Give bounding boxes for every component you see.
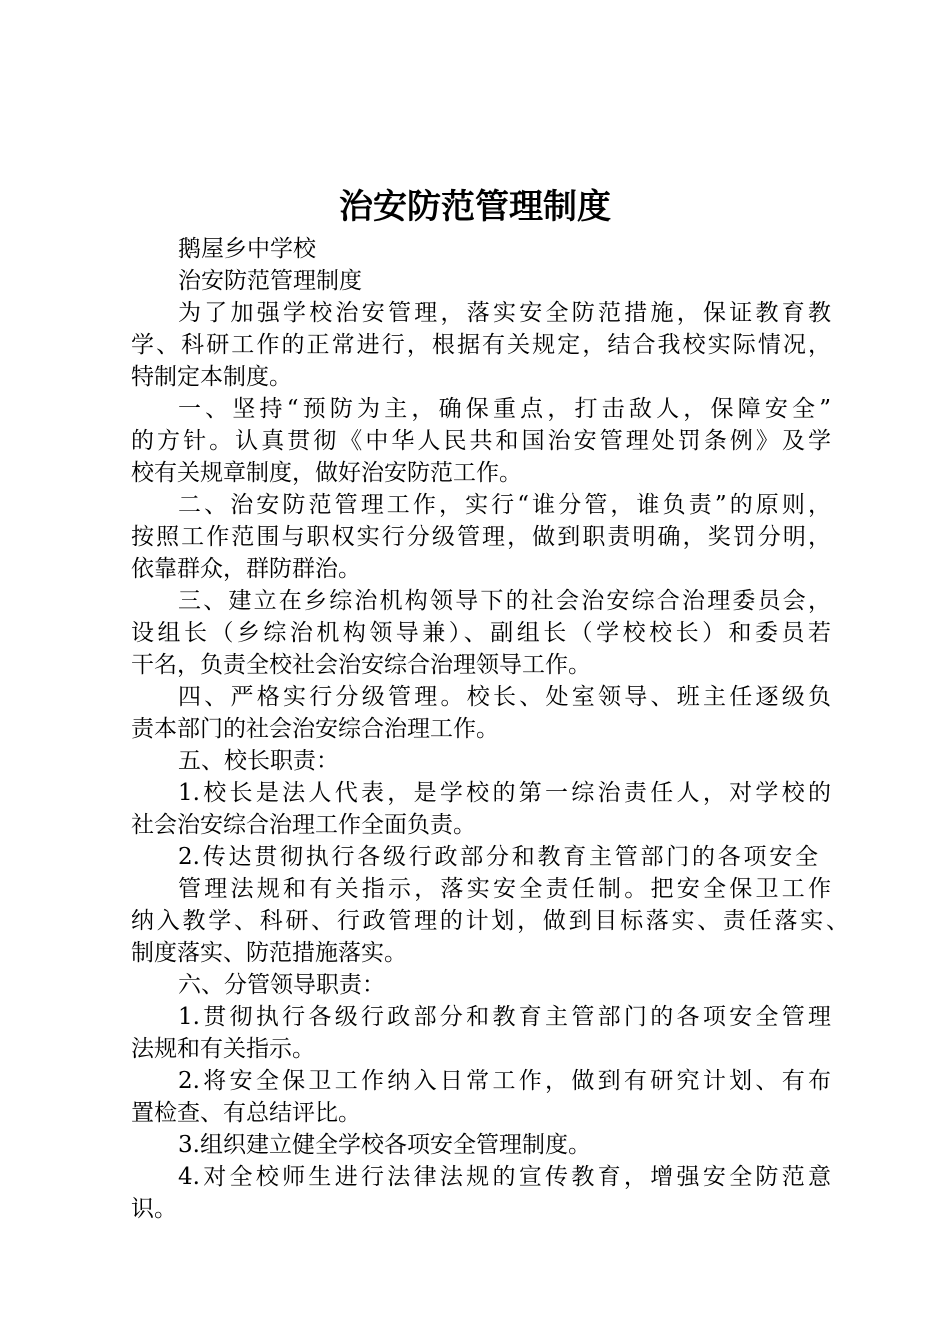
text-line: 责本部门的社会治安综合治理工作。 [131, 716, 499, 742]
text-line: 制度落实、防范措施落实。 [131, 940, 407, 966]
text-line: 3.组织建立健全学校各项安全管理制度。 [178, 1132, 591, 1158]
text-line: 管理法规和有关指示，落实安全责任制。把安全保卫工作 [178, 876, 831, 902]
text-line: 1.贯彻执行各级行政部分和教育主管部门的各项安全管理 [178, 1004, 831, 1030]
text-line: 学、科研工作的正常进行，根据有关规定，结合我校实际情况， [131, 332, 831, 358]
text-line: 4.对全校师生进行法律法规的宣传教育，增强安全防范意 [178, 1164, 831, 1190]
text-line: 设组长（乡综治机构领导兼）、副组长（学校校长）和委员若 [131, 620, 831, 646]
text-line: 依靠群众，群防群治。 [131, 556, 361, 582]
text-line: 法规和有关指示。 [131, 1036, 315, 1062]
school-name: 鹅屋乡中学校 [178, 236, 316, 262]
text-line: 2.传达贯彻执行各级行政部分和教育主管部门的各项安全 [178, 844, 818, 870]
text-line: 纳入教学、科研、行政管理的计划，做到目标落实、责任落实、 [131, 908, 849, 934]
text-line: 四、严格实行分级管理。校长、处室领导、班主任逐级负 [178, 684, 831, 710]
text-line: 一、坚持“预防为主，确保重点，打击敌人，保障安全” [178, 396, 831, 422]
subtitle: 治安防范管理制度 [178, 268, 362, 294]
text-line: 干名，负责全校社会治安综合治理领导工作。 [131, 652, 591, 678]
text-line: 三、建立在乡综治机构领导下的社会治安综合治理委员会， [178, 588, 831, 614]
text-line: 1.校长是法人代表，是学校的第一综治责任人，对学校的 [178, 780, 831, 806]
text-line: 社会治安综合治理工作全面负责。 [131, 812, 476, 838]
text-line: 的方针。认真贯彻《中华人民共和国治安管理处罚条例》及学 [131, 428, 831, 454]
text-line: 二、治安防范管理工作，实行“谁分管，谁负责”的原则， [178, 492, 831, 518]
text-line: 2.将安全保卫工作纳入日常工作，做到有研究计划、有布 [178, 1068, 831, 1094]
text-line: 特制定本制度。 [131, 364, 292, 390]
text-line: 置检查、有总结评比。 [131, 1100, 361, 1126]
section-heading: 五、校长职责： [178, 748, 339, 774]
text-line: 识。 [131, 1196, 177, 1222]
text-line: 校有关规章制度，做好治安防范工作。 [131, 460, 522, 486]
document-title: 治安防范管理制度 [339, 187, 611, 227]
text-line: 为了加强学校治安管理，落实安全防范措施，保证教育教 [178, 300, 831, 326]
text-line: 按照工作范围与职权实行分级管理，做到职责明确，奖罚分明， [131, 524, 831, 550]
section-heading: 六、分管领导职责： [178, 972, 385, 998]
